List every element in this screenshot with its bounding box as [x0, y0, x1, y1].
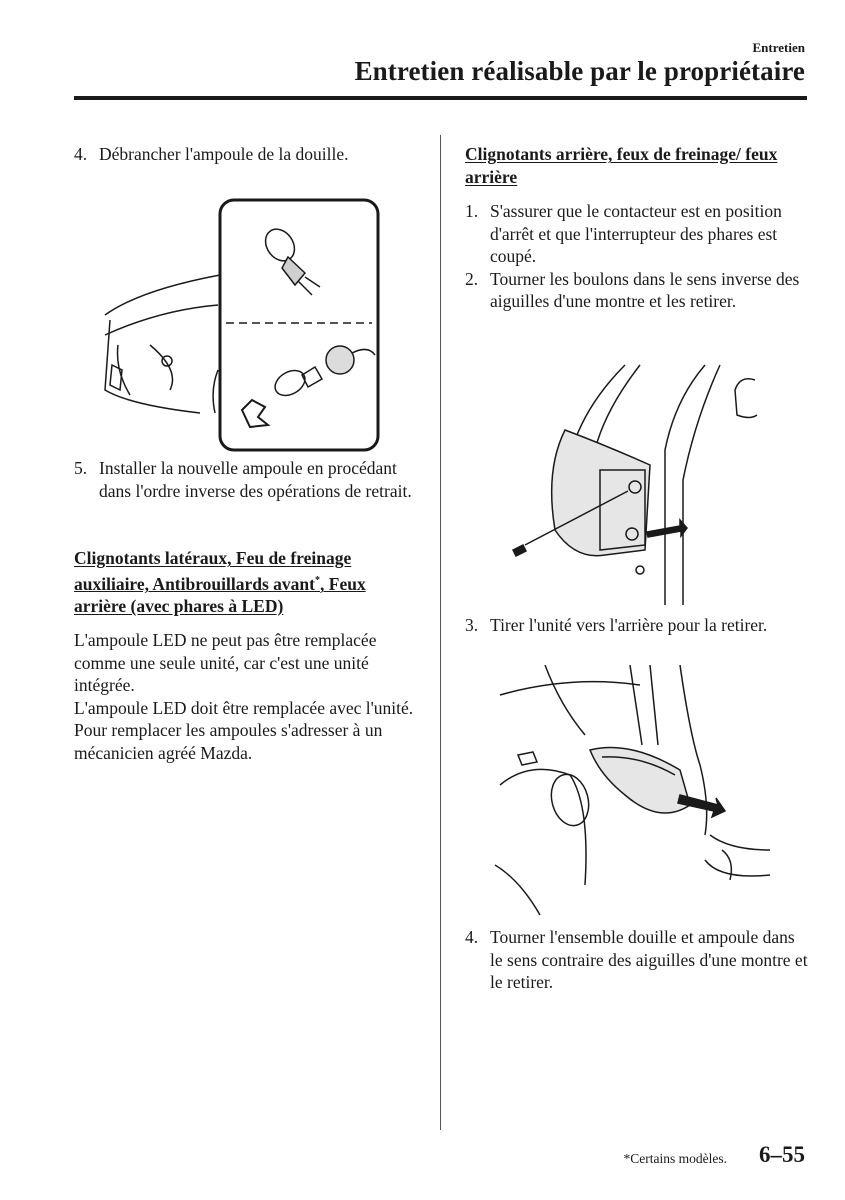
right-step-3: 3. Tirer l'unité vers l'arrière pour la retirer.: [465, 615, 768, 635]
led-paragraph-2: L'ampoule LED doit être remplacée avec l'unité. Pour remplacer les ampoules s'adresser à un mécanicien agréé Mazda.: [74, 697, 414, 763]
left-step-4: [74, 143, 419, 166]
footnote: *Certains modèles.: [623, 1151, 727, 1166]
step-text: Débrancher l'ampoule de la douille.: [99, 144, 349, 164]
rear-lamp-removal-illustration: [490, 665, 775, 920]
step-number: 4.: [74, 144, 88, 164]
step-text: Installer la nouvelle ampoule en procédant dans l'ordre inverse des opérations de retrait.: [99, 458, 412, 501]
rear-lights-heading: Clignotants arrière, feux de freinage/ feux arrière: [465, 144, 778, 187]
led-heading: Clignotants latéraux, Feu de freinage auxiliaire, Antibrouillards avant*, Feux arrière (avec phares à LED): [74, 548, 366, 616]
right-step-1: 1. S'assurer que le contacteur est en position d'arrêt et que l'interrupteur des phares est coupé.: [465, 201, 782, 266]
footnote-marker: *: [315, 574, 320, 586]
step-number: 5.: [74, 458, 88, 478]
right-step-4: 4. Tourner l'ensemble douille et ampoule dans le sens contraire des aiguilles d'une montre et le retirer.: [465, 927, 808, 992]
rear-lamp-bolts-illustration: [505, 360, 765, 610]
left-step-5: [74, 457, 419, 502]
section-label: Entretien: [752, 40, 805, 55]
page-title: Entretien réalisable par le propriétaire: [354, 56, 805, 86]
bulb-socket-illustration: [100, 195, 385, 455]
title-rule: [74, 96, 807, 100]
column-divider: [440, 135, 441, 1130]
led-paragraph-1: L'ampoule LED ne peut pas être remplacée comme une seule unité, car c'est une unité intégrée.: [74, 630, 377, 696]
right-step-2: 2. Tourner les boulons dans le sens inverse des aiguilles d'une montre et les retirer.: [465, 268, 800, 311]
led-section: [74, 547, 419, 764]
page-number: 6–55: [759, 1142, 805, 1167]
rear-lights-section: [465, 143, 810, 313]
